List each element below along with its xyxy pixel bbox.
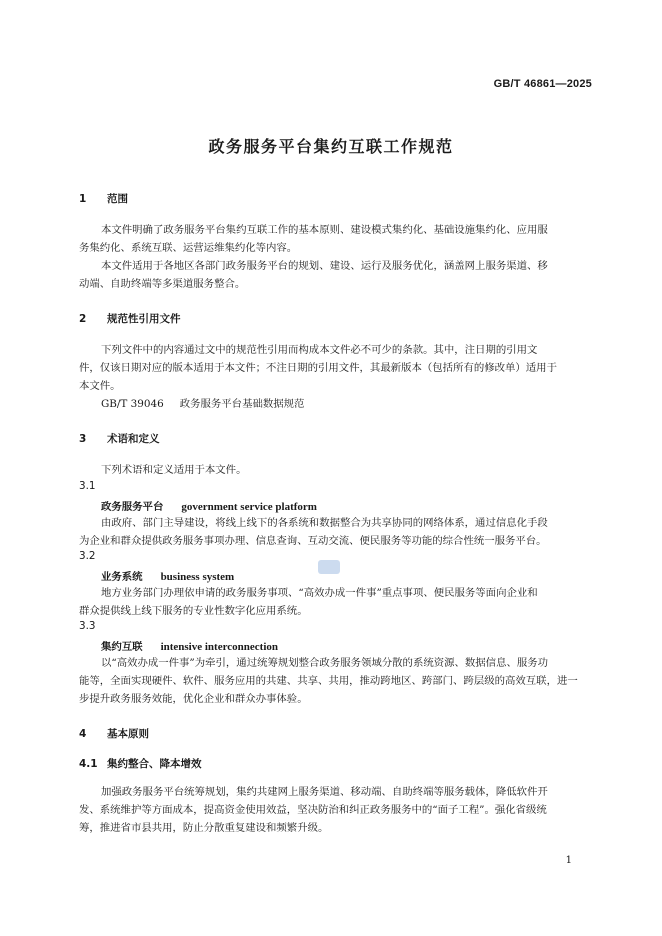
- section-3-intro: [79, 461, 591, 479]
- term-number: 3.1: [79, 480, 96, 492]
- text-line: 群众提供线上线下服务的专业性数字化应用系统。: [79, 605, 308, 617]
- term-entry: [101, 568, 234, 583]
- section-title: 基本原则: [107, 728, 149, 740]
- text-line: 地方业务部门办理依申请的政务服务事项、“高效办成一件事”重点事项、便民服务等面向企业和: [101, 587, 538, 599]
- text-line: 筹，推进省市县共用，防止分散重复建设和频繁升级。: [79, 822, 329, 834]
- text-line: 以“高效办成一件事”为牵引，通过统筹规划整合政务服务领域分散的系统资源、数据信息、服务功: [101, 657, 549, 669]
- text-line: 下列文件中的内容通过文中的规范性引用而构成本文件必不可少的条款。其中，注日期的引用文: [101, 344, 538, 356]
- section-4-heading: [79, 726, 149, 741]
- text-line: 加强政务服务平台统筹规划，集约共建网上服务渠道、移动端、自助终端等服务载体，降低软件开: [101, 786, 548, 798]
- term-zh: 业务系统: [101, 571, 143, 583]
- text-line: 务集约化、系统互联、运营运维集约化等内容。: [79, 242, 298, 254]
- section-title: 范围: [107, 193, 128, 205]
- watermark-logo: [318, 560, 340, 574]
- text-line: 本文件适用于各地区各部门政务服务平台的规划、建设、运行及服务优化，涵盖网上服务渠道、移: [101, 260, 548, 272]
- section-1-heading: [79, 191, 128, 206]
- section-3-heading: [79, 431, 160, 446]
- text-line: 下列术语和定义适用于本文件。: [101, 464, 247, 476]
- subsection-4-1-heading: [79, 756, 202, 771]
- text-line: 为企业和群众提供政务服务事项办理、信息查询、互动交流、便民服务等功能的综合性统一服务平台。: [79, 535, 547, 547]
- text-line: 本文件明确了政务服务平台集约互联工作的基本原则、建设模式集约化、基础设施集约化、应用服: [101, 224, 548, 236]
- section-title: 规范性引用文件: [107, 313, 181, 325]
- text-line: 动端、自助终端等多渠道服务整合。: [79, 278, 246, 290]
- normative-reference: [101, 395, 304, 410]
- term-definition: [79, 514, 591, 550]
- term-number: 3.2: [79, 550, 96, 562]
- term-en: business system: [160, 571, 235, 583]
- text-line: 发、系统维护等方面成本，提高资金使用效益，坚决防治和纠正政务服务中的“面子工程”。强化省级统: [79, 804, 547, 816]
- term-zh: 集约互联: [101, 641, 143, 653]
- section-number: 3: [79, 433, 87, 445]
- section-title: 术语和定义: [107, 433, 160, 445]
- standard-code: GB/T 46861—2025: [493, 78, 592, 90]
- section-2-paragraph-1: [79, 341, 591, 395]
- reference-code: GB/T 39046: [101, 398, 164, 410]
- reference-title: 政务服务平台基础数据规范: [179, 398, 305, 410]
- term-definition: [79, 654, 591, 708]
- text-line: 步提升政务服务效能，优化企业和群众办事体验。: [79, 693, 308, 705]
- page-number: 1: [565, 855, 572, 866]
- term-definition: [79, 584, 591, 620]
- term-en: intensive interconnection: [160, 641, 278, 653]
- section-2-heading: [79, 311, 181, 326]
- text-line: 能等，全面实现硬件、软件、服务应用的共建、共享、共用，推动跨地区、跨部门、跨层级的高效互联，进一: [79, 675, 578, 687]
- text-line: 由政府、部门主导建设，将线上线下的各系统和数据整合为共享协同的网络体系，通过信息化手段: [101, 517, 548, 529]
- term-entry: [101, 498, 317, 513]
- text-line: 件，仅该日期对应的版本适用于本文件；不注日期的引用文件，其最新版本（包括所有的修改单）适用于: [79, 362, 557, 374]
- term-number: 3.3: [79, 620, 96, 632]
- section-1-paragraph-2: [79, 257, 591, 293]
- term-zh: 政务服务平台: [101, 501, 164, 513]
- section-number: 2: [79, 313, 87, 325]
- subsection-title: 集约整合、降本增效: [107, 758, 202, 770]
- document-title: 政务服务平台集约互联工作规范: [208, 137, 454, 156]
- subsection-number: 4.1: [79, 758, 98, 770]
- section-number: 4: [79, 728, 87, 740]
- text-line: 本文件。: [79, 380, 121, 392]
- subsection-4-1-paragraph: [79, 783, 591, 837]
- term-entry: [101, 638, 278, 653]
- term-en: government service platform: [181, 501, 317, 513]
- section-number: 1: [79, 193, 87, 205]
- section-1-paragraph-1: [79, 221, 591, 257]
